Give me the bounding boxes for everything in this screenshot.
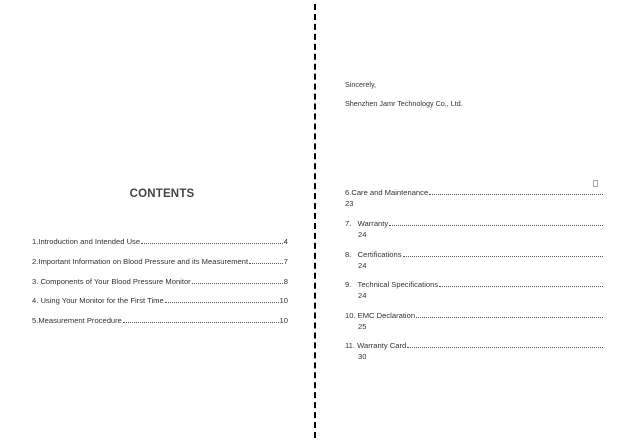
toc-entry-title: 11. Warranty Card [345,341,407,350]
dot-leader [389,225,603,226]
dot-leader [407,347,603,348]
toc-entry-page: 23 [345,199,354,208]
toc-entry-page: 8 [283,277,288,286]
toc-entry-title: 6.Care and Maintenance [345,188,429,197]
toc-entry [32,277,288,286]
toc-entry-title: 10. EMC Declaration [345,311,416,320]
toc-entry [32,257,288,266]
toc-entry-title: 7. Warranty [345,219,389,228]
toc-entry-page: 4 [283,237,288,246]
placeholder-box-icon [593,180,598,187]
toc-entry-title: 9. Technical Specifications [345,280,439,289]
dot-leader [192,283,283,284]
closing-line: Sincerely, [345,80,377,89]
toc-entry-page: 7 [283,257,288,266]
dot-leader [165,302,279,303]
toc-entry [345,188,603,208]
toc-entry [345,219,603,239]
toc-entry [345,280,603,300]
dot-leader [249,263,283,264]
toc-entry-page: 24 [358,230,367,239]
toc-entry-page: 10 [279,316,288,325]
toc-entry [345,341,603,361]
toc-entry [32,237,288,246]
toc-entry-title: 8. Certifications [345,250,402,259]
toc-entry [345,250,603,270]
contents-heading: CONTENTS [129,188,195,200]
left-page [0,0,314,441]
toc-entry-title: 1.Introduction and Intended Use [32,237,141,246]
company-name: Shenzhen Jamr Technology Co., Ltd. [345,99,463,108]
toc-entry-title: 3. Components of Your Blood Pressure Monitor [32,277,191,286]
toc-entry [345,311,603,331]
dot-leader [141,243,283,244]
toc-entry [32,296,288,305]
toc-entry-page: 24 [358,291,367,300]
dot-leader [123,322,279,323]
dot-leader [439,286,603,287]
right-page [316,0,630,441]
toc-entry-page: 24 [358,261,367,270]
dot-leader [429,194,603,195]
toc-entry-title: 4. Using Your Monitor for the First Time [32,296,164,305]
dot-leader [416,317,603,318]
toc-entry [32,316,288,325]
dot-leader [403,256,603,257]
toc-entry-page: 10 [279,296,288,305]
toc-entry-title: 2.Important Information on Blood Pressure and its Measurement [32,257,249,266]
toc-entry-title: 5.Measurement Procedure [32,316,122,325]
toc-entry-page: 30 [358,352,367,361]
toc-entry-page: 25 [358,322,367,331]
